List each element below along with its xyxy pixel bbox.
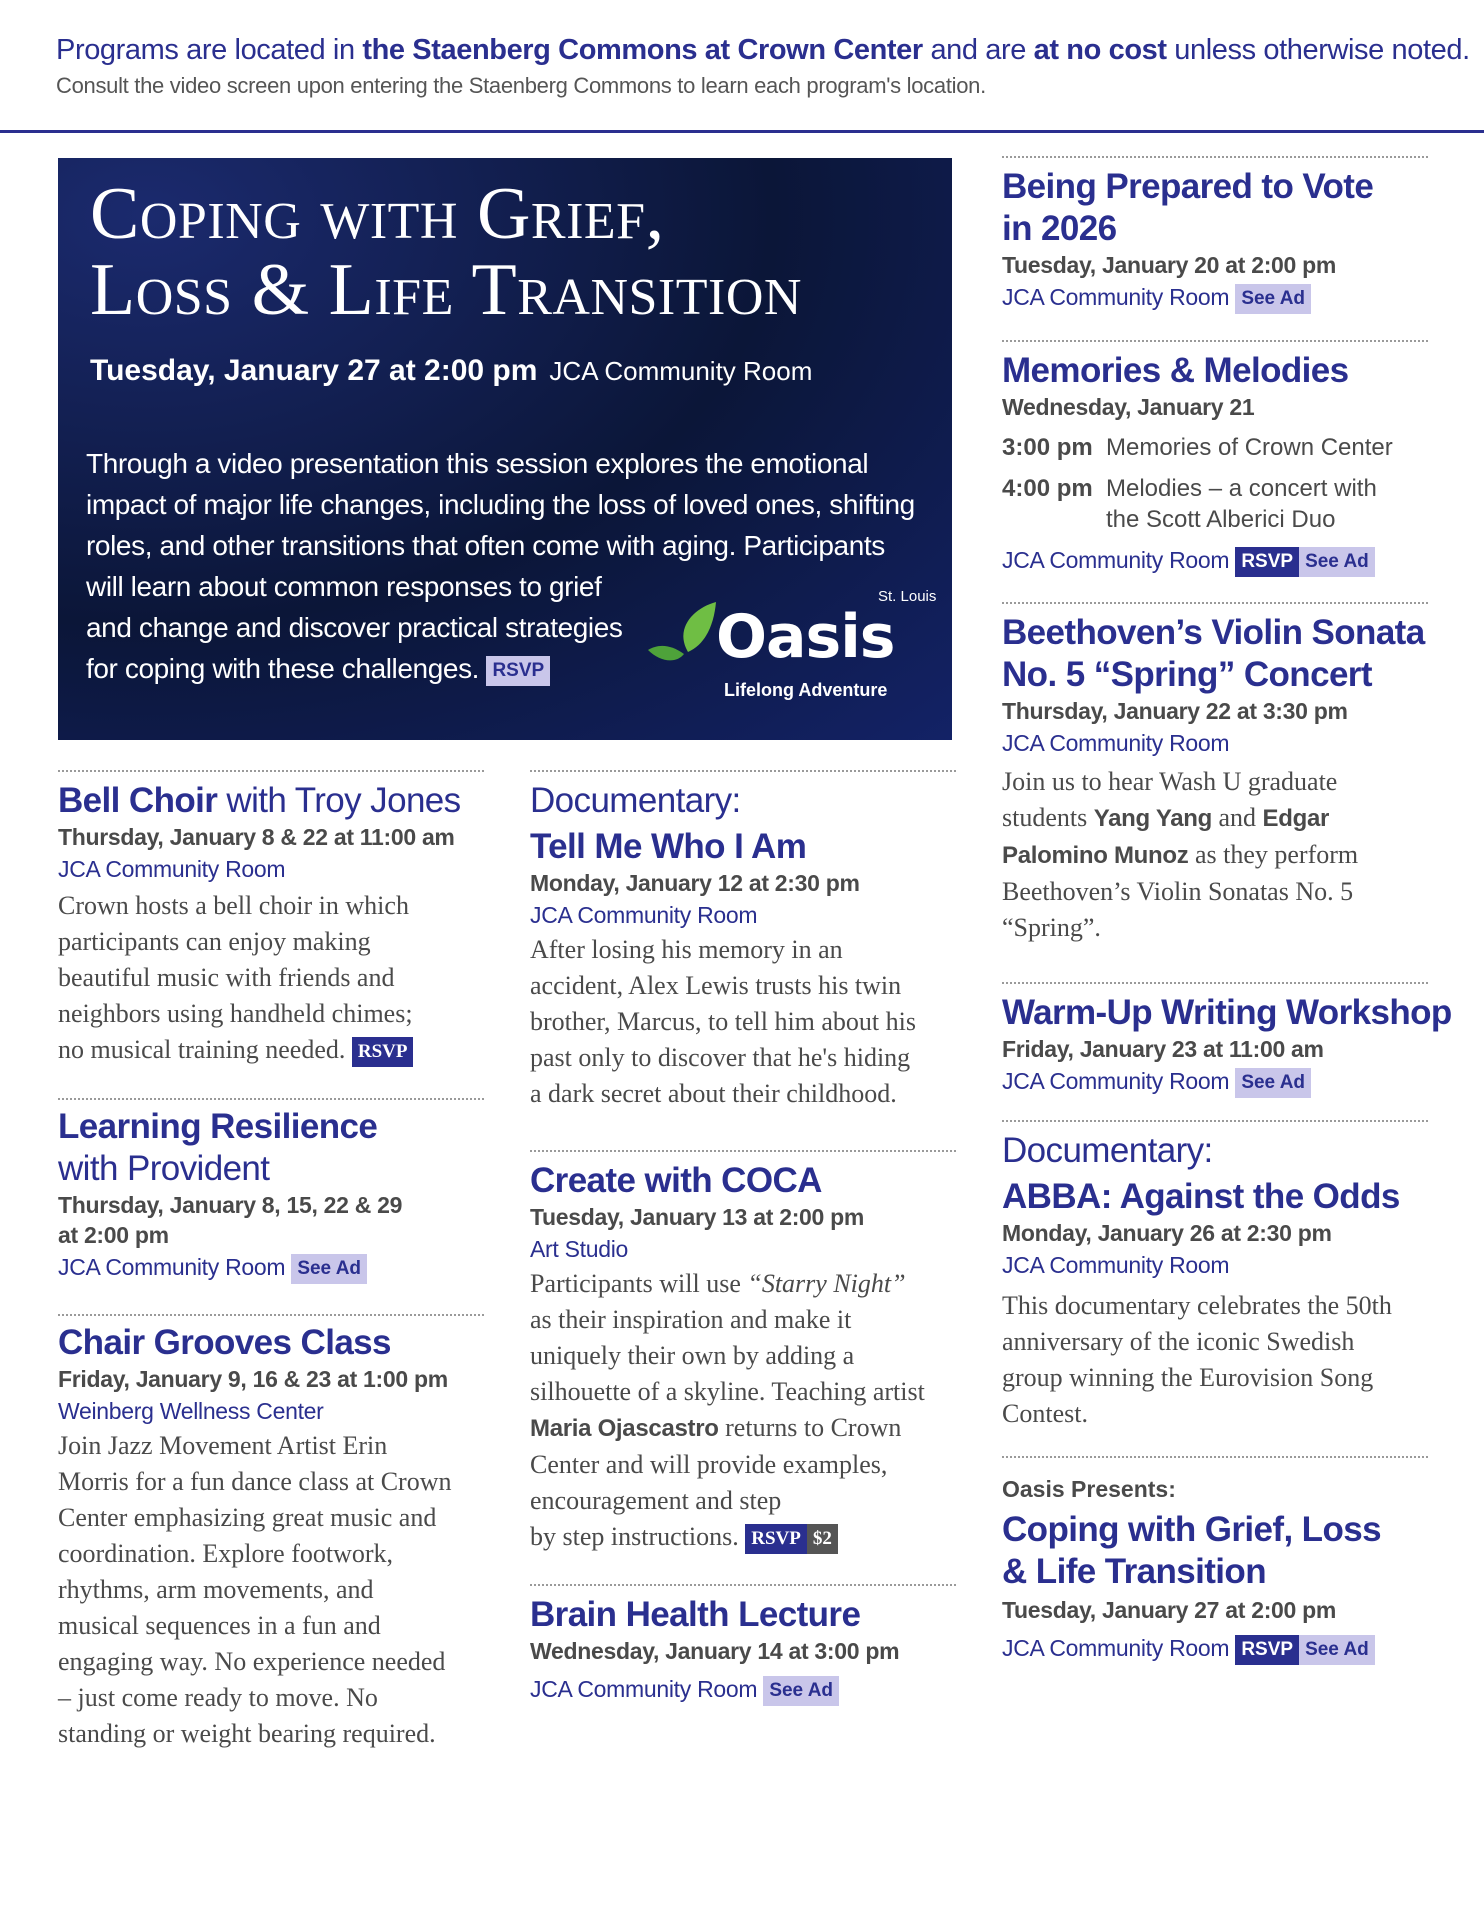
desc-line: “Spring”. [1002,913,1101,942]
desc-line: Morris for a fun dance class at Crown [58,1467,452,1496]
desc-line: – just come ready to move. No [58,1683,378,1712]
artwork-title: “Starry Night” [747,1269,906,1298]
see-ad-badge[interactable]: See Ad [763,1676,839,1706]
event-title-main: Bell Choir [58,781,218,820]
feature-title [90,173,802,331]
desc-line: Join us to hear Wash U graduate [1002,767,1338,796]
event-location-row [1002,1064,1472,1098]
event-title: Learning Resilience [58,1107,378,1146]
feature-title-line: Loss & Life Transition [90,249,802,331]
event-writing-workshop [1002,992,1472,1098]
desc-line: impact of major life changes, including the loss of loved ones, shifting [86,489,915,520]
event-date: Monday, January 26 at 2:30 pm [1002,1220,1332,1246]
event-title: Memories & Melodies [1002,351,1349,390]
event-title: ABBA: Against the Odds [1002,1177,1400,1216]
event-date: Tuesday, January 27 at 2:00 pm [1002,1597,1337,1623]
divider [530,1584,956,1586]
desc-line: Contest. [1002,1399,1088,1428]
see-ad-badge[interactable]: See Ad [1299,547,1375,577]
desc-line: anniversary of the iconic Swedish [1002,1327,1355,1356]
feature-date [90,354,812,388]
event-oasis-grief [1002,1476,1472,1665]
feature-date-text: Tuesday, January 27 at 2:00 pm [90,354,538,387]
divider [58,1314,484,1316]
event-location: JCA Community Room [1002,547,1230,573]
desc-line: After losing his memory in an [530,935,843,964]
desc-line: This documentary celebrates the 50th [1002,1291,1392,1320]
rsvp-badge[interactable]: RSVP [745,1524,807,1554]
header-notice [56,34,1470,67]
desc-line: uniquely their own by adding a [530,1341,855,1370]
rsvp-badge[interactable]: RSVP [486,656,550,686]
rsvp-badge[interactable]: RSVP [1235,1635,1299,1665]
desc-line: Beethoven’s Violin Sonatas No. 5 [1002,877,1354,906]
event-beethoven-concert [1002,612,1472,946]
header-divider [0,130,1484,133]
feature-title-line: Coping with Grief, [90,173,665,255]
desc-text: returns to Crown [718,1413,902,1442]
event-title-sub: with Troy Jones [217,781,461,820]
desc-line: Crown hosts a bell choir in which [58,891,409,920]
event-location: JCA Community Room [1002,730,1230,756]
performer-name: Palomino Munoz [1002,842,1189,869]
feature-event-card [58,158,952,740]
see-ad-badge[interactable]: See Ad [1299,1635,1375,1665]
desc-line: beautiful music with friends and [58,963,395,992]
rsvp-badge[interactable]: RSVP [352,1037,414,1067]
header-subnote: Consult the video screen upon entering the Staenberg Commons to learn each program's location. [56,73,986,98]
event-location-row [1002,280,1462,314]
event-date: Friday, January 23 at 11:00 am [1002,1036,1324,1062]
event-date: Wednesday, January 21 [1002,394,1255,420]
desc-line: coordination. Explore footwork, [58,1539,394,1568]
schedule-desc: Memories of Crown Center [1106,434,1393,461]
oasis-logo-wordmark: Oasis [716,602,895,672]
event-abba-documentary [1002,1130,1472,1432]
event-location: Art Studio [530,1236,628,1262]
desc-line: past only to discover that he's hiding [530,1043,911,1072]
desc-line: for coping with these challenges. [86,653,480,684]
event-location: JCA Community Room [1002,1635,1230,1661]
desc-line: Center and will provide examples, [530,1450,888,1479]
desc-line: Join Jazz Movement Artist Erin [58,1431,388,1460]
event-location-row [58,1250,488,1284]
desc-line: will learn about common responses to grief [86,571,602,602]
oasis-logo-tagline: Lifelong Adventure [724,680,888,700]
divider [1002,982,1428,984]
event-title: Beethoven’s Violin Sonata [1002,613,1425,652]
event-kicker: Documentary: [1002,1131,1213,1170]
divider [58,770,484,772]
event-description [530,1266,970,1555]
event-location: JCA Community Room [530,902,758,928]
performer-name: Yang Yang [1093,805,1212,832]
desc-text: and [1211,803,1263,832]
event-date: Tuesday, January 13 at 2:00 pm [530,1204,865,1230]
desc-line: by step instructions. [530,1522,739,1551]
desc-line: encouragement and step [530,1486,782,1515]
artist-name: Maria Ojascastro [530,1415,719,1442]
desc-line: silhouette of a skyline. Teaching artist [530,1377,925,1406]
event-title: Being Prepared to Vote [1002,167,1374,206]
page-header [56,34,1470,99]
event-title: No. 5 “Spring” Concert [1002,655,1372,694]
event-subtitle: with Provident [58,1149,270,1188]
event-title: Tell Me Who I Am [530,827,807,866]
event-tell-me-who-i-am [530,780,970,1112]
see-ad-badge[interactable]: See Ad [1235,1068,1311,1098]
desc-line: a dark secret about their childhood. [530,1079,897,1108]
desc-line: neighbors using handheld chimes; [58,999,413,1028]
cost-badge: $2 [807,1524,838,1554]
event-kicker: Documentary: [530,781,741,820]
desc-line: musical sequences in a fun and [58,1611,381,1640]
desc-text: as they perform [1188,840,1359,869]
event-description [58,888,488,1068]
event-location: JCA Community Room [58,1254,286,1280]
event-brain-health [530,1594,970,1706]
event-description [58,1428,488,1752]
event-title [58,780,488,822]
desc-line: no musical training needed. [58,1035,346,1064]
event-kicker: Oasis Presents: [1002,1476,1176,1502]
event-description [1002,764,1472,946]
desc-line: engaging way. No experience needed [58,1647,446,1676]
oasis-logo [648,588,948,708]
event-date: Monday, January 12 at 2:30 pm [530,870,860,896]
event-location: JCA Community Room [530,1676,758,1702]
desc-line: group winning the Eurovision Song [1002,1363,1374,1392]
event-title: in 2026 [1002,209,1117,248]
desc-line: accident, Alex Lewis trusts his twin [530,971,902,1000]
desc-line: as their inspiration and make it [530,1305,852,1334]
desc-line: brother, Marcus, to tell him about his [530,1007,917,1036]
event-location-row [1002,543,1462,577]
desc-line: Center emphasizing great music and [58,1503,437,1532]
event-date: Tuesday, January 20 at 2:00 pm [1002,252,1337,278]
event-prepared-to-vote [1002,166,1462,314]
event-title: Warm-Up Writing Workshop [1002,993,1452,1032]
divider [1002,1456,1428,1458]
performer-name: Edgar [1262,805,1330,832]
event-location-row [530,1672,970,1706]
desc-text: Participants will use [530,1269,748,1298]
divider [1002,340,1428,342]
desc-line: and change and discover practical strategies [86,612,623,643]
event-location: JCA Community Room [58,856,286,882]
event-date: Thursday, January 8 & 22 at 11:00 am [58,824,455,850]
header-text: and are [922,34,1034,66]
oasis-logo-city: St. Louis [878,588,937,605]
schedule-desc: the Scott Alberici Duo [1106,506,1336,533]
divider [530,1150,956,1152]
schedule-time: 4:00 pm [1002,475,1093,502]
event-bell-choir [58,780,488,1068]
event-description [1002,1288,1472,1432]
divider [1002,1120,1428,1122]
schedule-desc: Melodies – a concert with [1106,475,1377,502]
desc-text: students [1002,803,1094,832]
event-learning-resilience [58,1106,488,1284]
event-location-row [1002,1631,1472,1665]
event-location: JCA Community Room [1002,1068,1230,1094]
header-venue: the Staenberg Commons at Crown Center [362,34,923,66]
schedule-row [1002,432,1462,463]
divider [1002,156,1428,158]
rsvp-badge[interactable]: RSVP [1235,547,1299,577]
event-title: Create with COCA [530,1161,822,1200]
event-title: Coping with Grief, Loss [1002,1510,1381,1549]
header-cost: at no cost [1033,34,1167,66]
desc-line: participants can enjoy making [58,927,371,956]
desc-line: roles, and other transitions that often come with aging. Participants [86,530,885,561]
event-description [530,932,970,1112]
divider [1002,602,1428,604]
event-chair-grooves [58,1322,488,1752]
header-text: unless otherwise noted. [1166,34,1470,66]
see-ad-badge[interactable]: See Ad [291,1254,367,1284]
event-date: Friday, January 9, 16 & 23 at 1:00 pm [58,1366,448,1392]
event-date: Thursday, January 8, 15, 22 & 29 [58,1192,403,1218]
event-create-with-coca [530,1160,970,1555]
desc-line: standing or weight bearing required. [58,1719,436,1748]
event-location: JCA Community Room [1002,284,1230,310]
event-date: Wednesday, January 14 at 3:00 pm [530,1638,900,1664]
event-time: at 2:00 pm [58,1222,169,1248]
divider [530,770,956,772]
schedule-row [1002,473,1462,504]
schedule-time: 3:00 pm [1002,434,1093,461]
event-title: Brain Health Lecture [530,1595,861,1634]
see-ad-badge[interactable]: See Ad [1235,284,1311,314]
feature-location: JCA Community Room [549,356,813,386]
event-title: Chair Grooves Class [58,1323,391,1362]
desc-line: rhythms, arm movements, and [58,1575,374,1604]
event-memories-melodies [1002,350,1462,577]
event-title: & Life Transition [1002,1552,1266,1591]
header-text: Programs are located in [56,34,363,66]
event-date: Thursday, January 22 at 3:30 pm [1002,698,1348,724]
divider [58,1098,484,1100]
event-location: Weinberg Wellness Center [58,1398,324,1424]
event-location: JCA Community Room [1002,1252,1230,1278]
desc-line: Through a video presentation this session explores the emotional [86,448,869,479]
